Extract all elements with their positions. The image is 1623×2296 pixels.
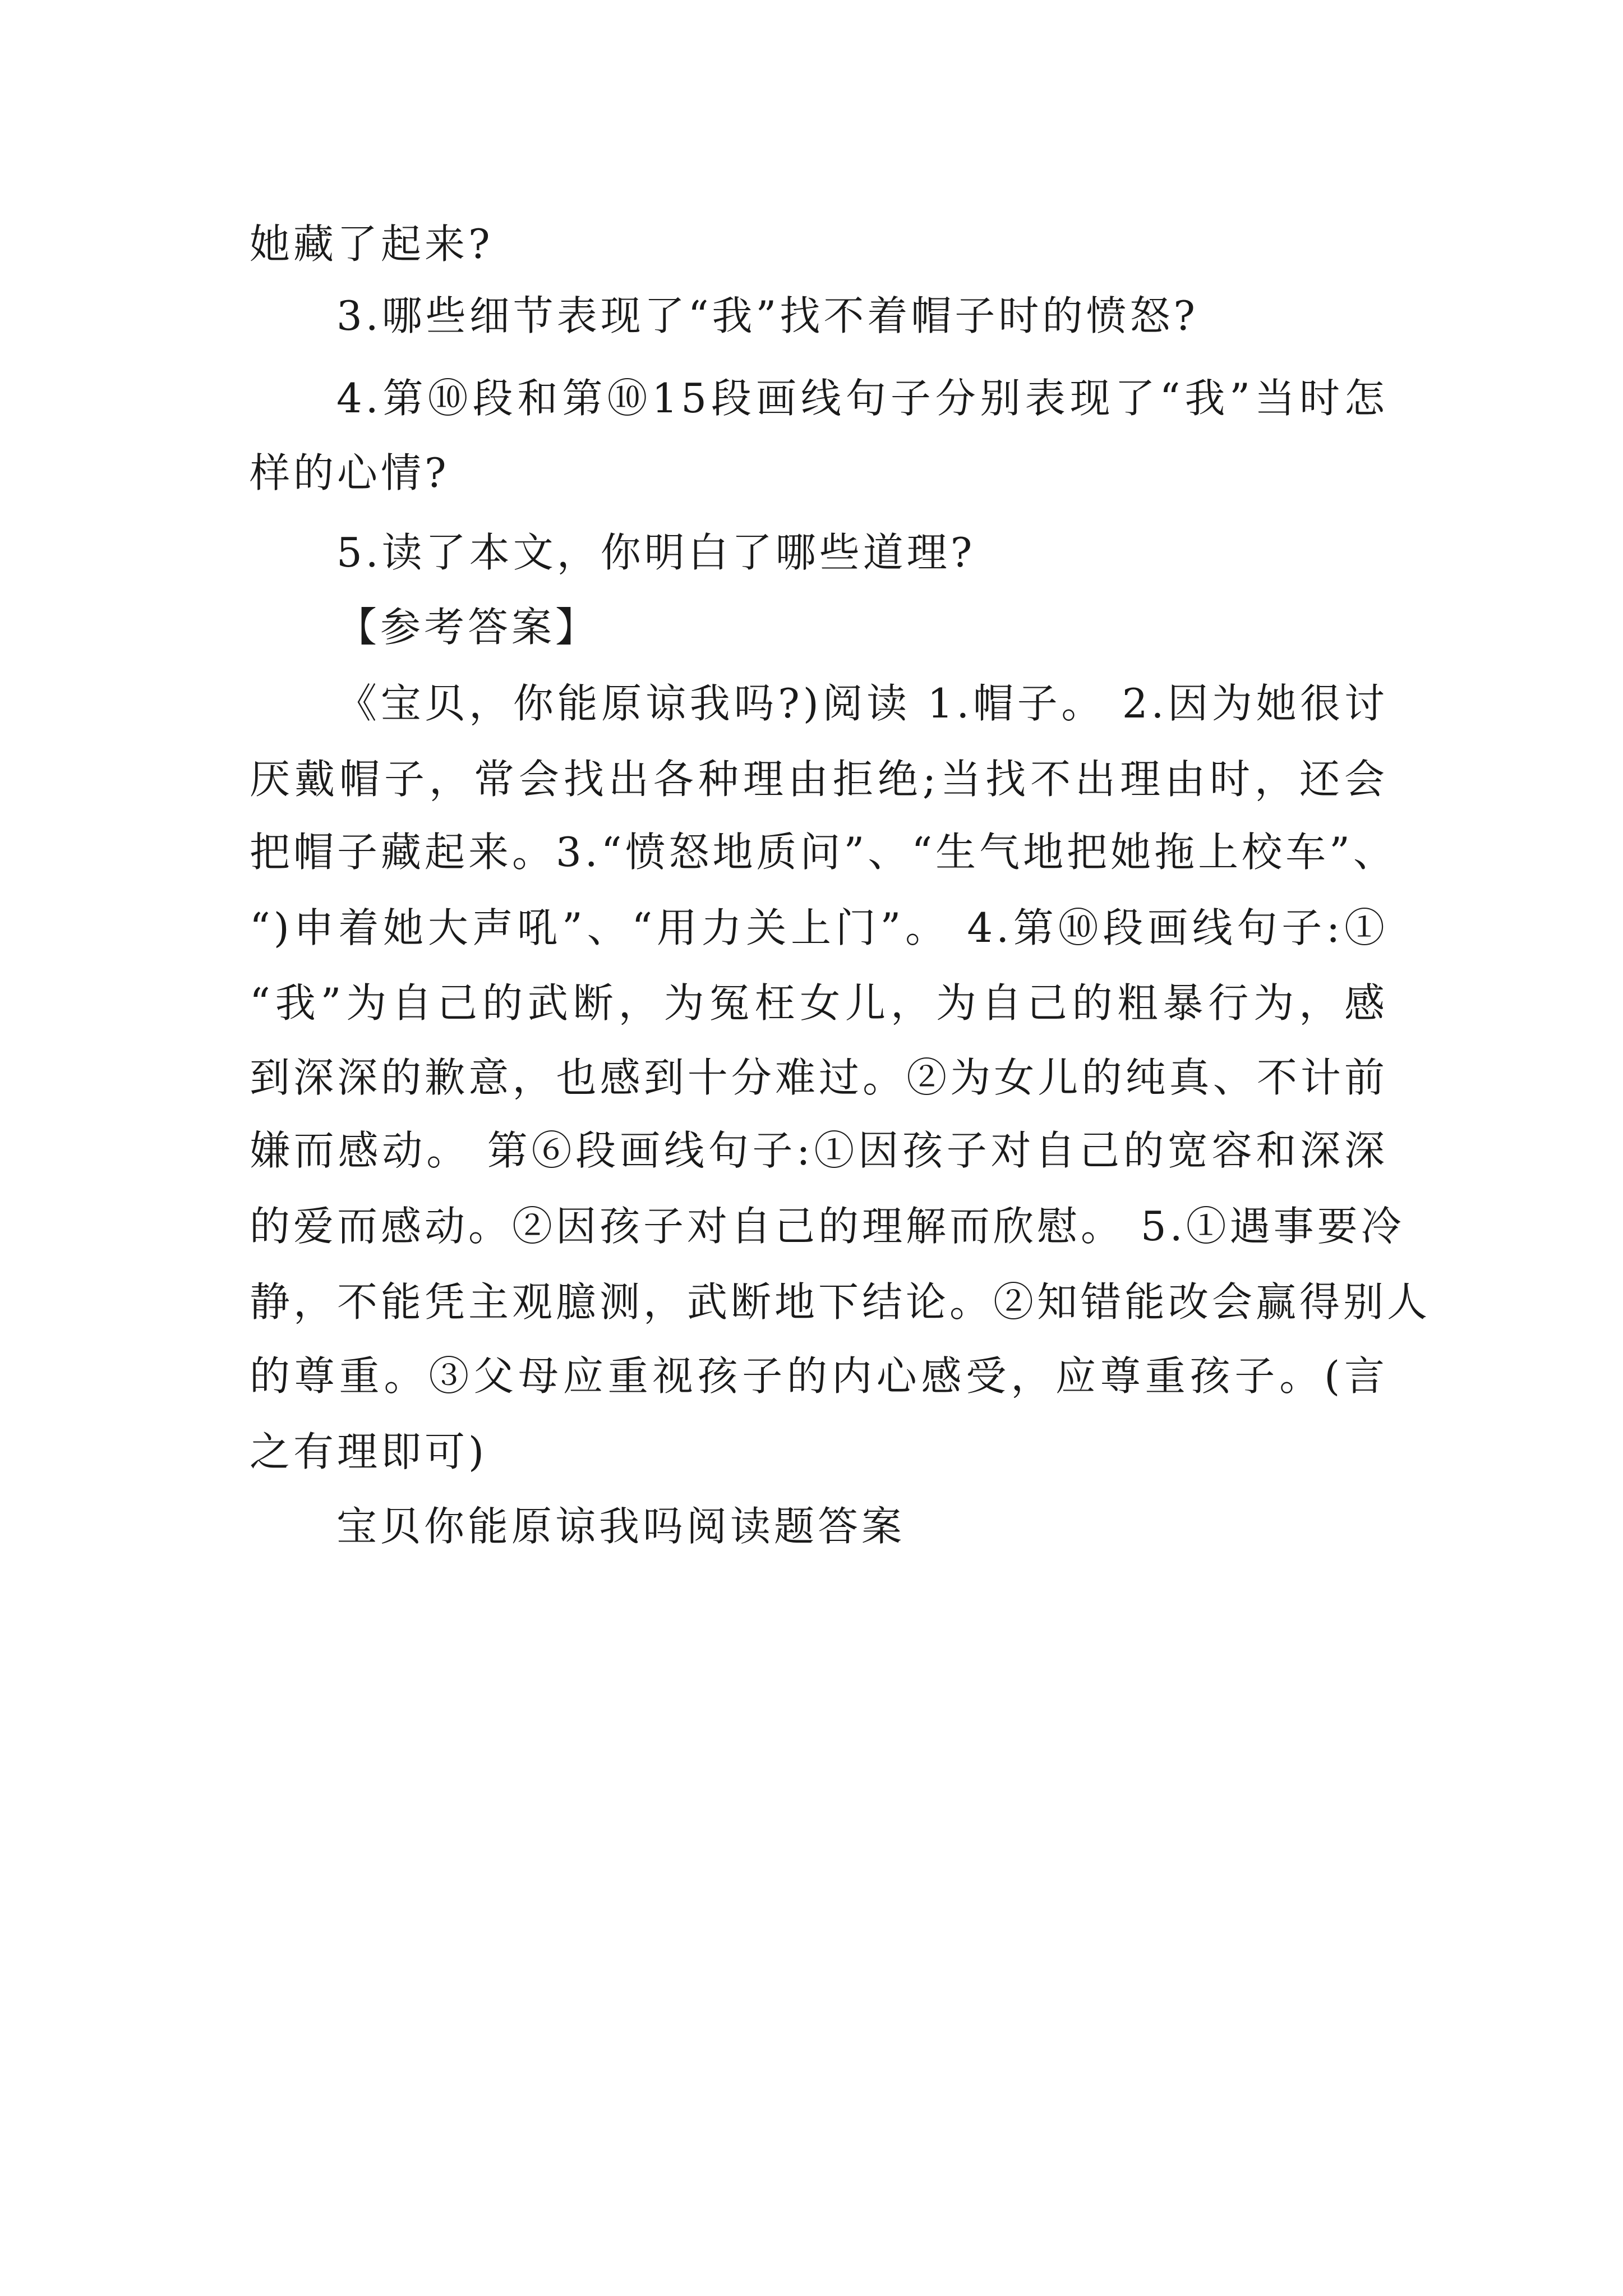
question-5: 5.读了本文，你明白了哪些道理? xyxy=(336,529,976,576)
answer-line-11: 之有理即可) xyxy=(250,1428,488,1475)
answer-line-3: 把帽子藏起来。3.“愤怒地质问”、“生气地把她拖上校车”、 xyxy=(250,829,1397,876)
question-4: 4.第⑩段和第⑩15段画线句子分别表现了“我”当时怎 xyxy=(336,375,1388,422)
answer-line-6: 到深深的歉意，也感到十分难过。②为女儿的纯真、不计前 xyxy=(250,1054,1388,1101)
answer-line-7: 嫌而感动。 第⑥段画线句子:①因孩子对自己的宽容和深深 xyxy=(250,1127,1388,1174)
text-line-1: 她藏了起来? xyxy=(250,220,494,268)
answer-heading: 【参考答案】 xyxy=(336,604,600,651)
answer-line-4: “)申着她大声吼”、“用力关上门”。 4.第⑩段画线句子:① xyxy=(250,904,1388,951)
answer-line-10: 的尊重。③父母应重视孩子的内心感受，应尊重孩子。(言 xyxy=(250,1352,1388,1400)
answer-line-9: 静，不能凭主观臆测，武断地下结论。②知错能改会赢得别人 xyxy=(250,1278,1431,1326)
answer-line-1: 《宝贝，你能原谅我吗?)阅读 1.帽子。 2.因为她很讨 xyxy=(336,680,1388,727)
question-3: 3.哪些细节表现了“我”找不着帽子时的愤怒? xyxy=(336,292,1198,339)
answer-line-5: “我”为自己的武断，为冤枉女儿，为自己的粗暴行为，感 xyxy=(250,979,1388,1027)
question-4-continued: 样的心情? xyxy=(250,449,450,496)
answer-line-8: 的爱而感动。②因孩子对自己的理解而欣慰。 5.①遇事要冷 xyxy=(250,1203,1405,1250)
closing-title: 宝贝你能原谅我吗阅读题答案 xyxy=(336,1503,906,1550)
answer-line-2: 厌戴帽子，常会找出各种理由拒绝;当找不出理由时，还会 xyxy=(250,756,1388,803)
